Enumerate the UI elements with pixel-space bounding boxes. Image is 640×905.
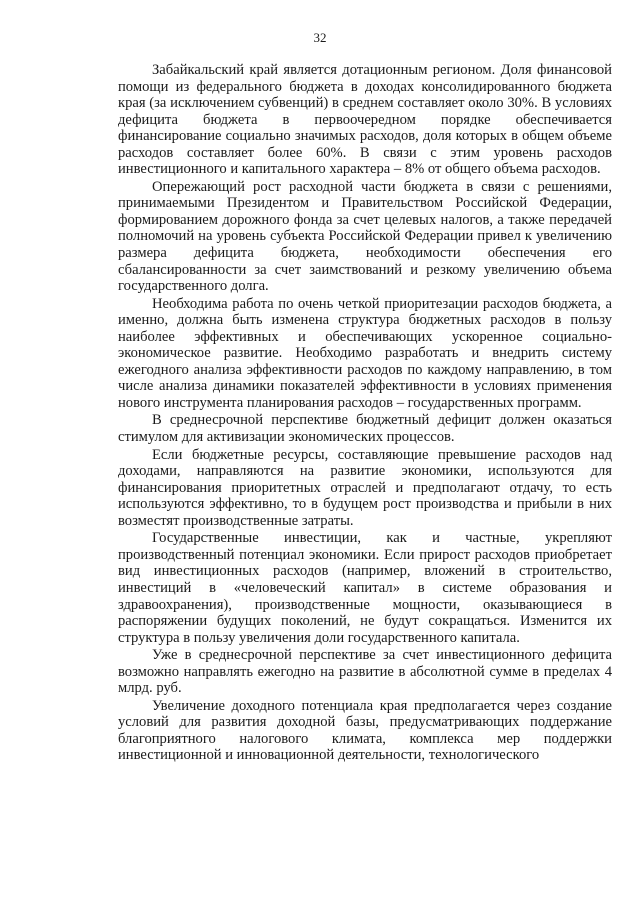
paragraph: Забайкальский край является дотационным регионом. Доля финансовой помощи из федерального бюджета в доходах консолидированного бюджета края (за исключением субвенций) в среднем составляет около 30%. В условиях дефицита бюджета в первоочередном порядке обеспечивается финансирование социально значимых расходов, доля которых в общем объеме расходов составляет более 60%. В связи с этим уровень расходов инвестиционного и капитального характера – 8% от общего объема расходов. bbox=[118, 62, 612, 178]
paragraph: Увеличение доходного потенциала края предполагается через создание условий для развития доходной базы, предусматривающих поддержание благоприятного налогового климата, комплекса мер поддержки инвестиционной и инновационной деятельности, технологического bbox=[118, 697, 612, 764]
page-number: 32 bbox=[313, 30, 327, 45]
paragraph: Уже в среднесрочной перспективе за счет инвестиционного дефицита возможно направлять ежегодно на развитие в абсолютной сумме в пределах 4 млрд. руб. bbox=[118, 647, 612, 697]
paragraph: Государственные инвестиции, как и частные, укрепляют производственный потенциал экономики. Если прирост расходов приобретает вид инвестиционных расходов (например, вложений в строительство, инвестиций в «человеческий капитал» в системе образования и здравоохранения), производственные мощности, оказывающиеся в распоряжении будущих поколений, не будут сокращаться. Изменится их структура в пользу увеличения доли государственного капитала. bbox=[118, 530, 612, 646]
paragraph: В среднесрочной перспективе бюджетный дефицит должен оказаться стимулом для активизации экономических процессов. bbox=[118, 412, 612, 446]
document-body bbox=[118, 62, 612, 764]
paragraph: Необходима работа по очень четкой приоритезации расходов бюджета, а именно, должна быть изменена структура бюджетных расходов в пользу наиболее эффективных и обеспечивающих ускоренное социально-экономическое развитие. Необходимо разработать и внедрить систему ежегодного анализа эффективности расходов по каждому направлению, в том числе анализа динамики показателей эффективности в условиях применения нового инструмента планирования расходов – государственных программ. bbox=[118, 295, 612, 411]
paragraph: Опережающий рост расходной части бюджета в связи с решениями, принимаемыми Президентом и Правительством Российской Федерации, формированием дорожного фонда за счет целевых налогов, а также передачей полномочий на уровень субъекта Российской Федерации привел к увеличению размера дефицита бюджета, необходимости обеспечения его сбалансированности за счет заимствований и резкому увеличению объема государственного долга. bbox=[118, 178, 612, 295]
paragraph: Если бюджетные ресурсы, составляющие превышение расходов над доходами, направляются на развитие экономики, используются для финансирования приоритетных отраслей и предполагают отдачу, то есть используются эффективно, то в будущем рост производства и прибыли в них возместят производственные затраты. bbox=[118, 446, 612, 529]
